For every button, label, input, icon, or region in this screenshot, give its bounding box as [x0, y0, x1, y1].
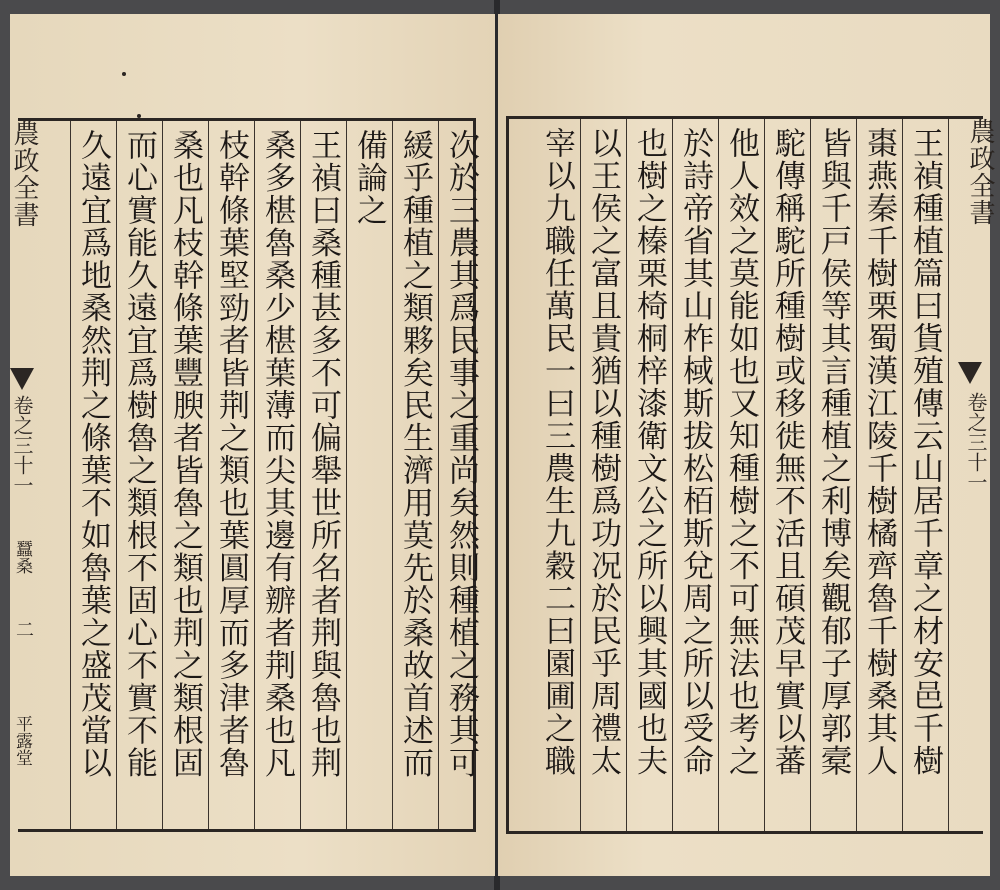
text-column: 備論之	[346, 121, 392, 829]
left-text-frame	[18, 118, 479, 832]
margin-publisher: 平露堂	[12, 715, 32, 766]
margin-book-title-right: 農政全書	[965, 118, 995, 226]
text-column: 王禎種植篇曰貨殖傳云山居千章之材安邑千樹	[903, 119, 949, 831]
margin-book-title: 農政全書	[9, 120, 39, 228]
text-column: 也樹之榛栗椅桐梓漆衛文公之所以興其國也夫	[627, 119, 673, 831]
margin-juan-right: 卷之三十一	[964, 392, 988, 492]
right-text-frame	[506, 116, 983, 834]
text-column: 駝傳稱駝所種樹或移徙無不活且碩茂早實以蕃	[765, 119, 811, 831]
text-column: 緩乎種植之類夥矣民生濟用莫先於桑故首述而	[392, 121, 438, 829]
text-column: 於詩帝省其山柞棫斯拔松栢斯兌周之所以受命	[673, 119, 719, 831]
text-column: 桑也凡枝幹條葉豐腴者皆魯之類也荆之類根固	[162, 121, 208, 829]
text-column: 王禎曰桑種甚多不可偏舉世所名者荆與魯也荆	[300, 121, 346, 829]
text-column: 皆與千戸侯等其言種植之利博矣觀郁子厚郭槖	[811, 119, 857, 831]
margin-leaf-number: 二	[13, 620, 34, 638]
text-column: 他人效之莫能如也又知種樹之不可無法也考之	[719, 119, 765, 831]
margin-juan: 卷之三十一	[10, 395, 34, 495]
text-column: 久遠宜爲地桑然荆之條葉不如魯葉之盛茂當以	[70, 121, 116, 829]
text-column: 桑多椹魯桑少椹葉薄而尖其邊有辧者荆桑也凡	[254, 121, 300, 829]
text-column: 以王侯之富且貴猶以種樹爲功况於民乎周禮太	[581, 119, 627, 831]
text-column: 次於三農其爲民事之重尚矣然則種植之務其可	[438, 121, 484, 829]
ink-speck	[137, 114, 141, 118]
margin-section: 蠶桑	[12, 540, 32, 574]
text-column: 而心實能久遠宜爲樹魯之類根不固心不實不能	[116, 121, 162, 829]
ink-speck	[122, 72, 126, 76]
text-column: 棗燕秦千樹栗蜀漢江陵千樹橘齊魯千樹桑其人	[857, 119, 903, 831]
text-column: 枝幹條葉堅勁者皆荆之類也葉圓厚而多津者魯	[208, 121, 254, 829]
text-column: 宰以九職任萬民一曰三農生九穀二曰園圃之職	[535, 119, 581, 831]
